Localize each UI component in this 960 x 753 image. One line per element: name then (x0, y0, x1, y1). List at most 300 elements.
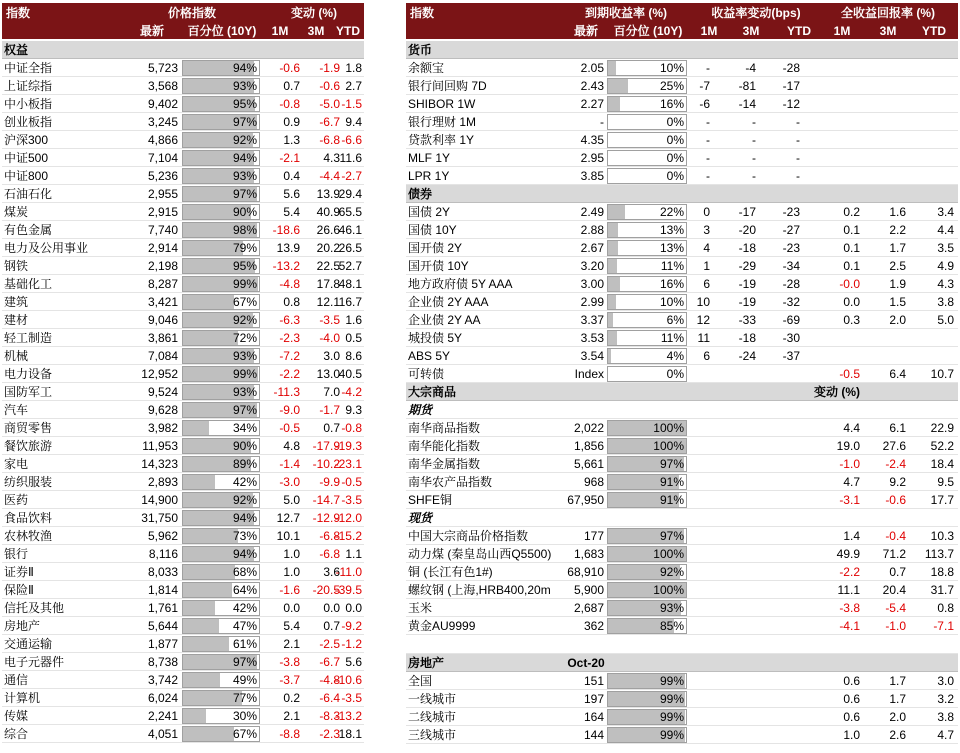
table-row (406, 491, 958, 509)
latest-value: 14,323 (141, 456, 178, 471)
percentile-bar (182, 384, 260, 400)
percentile-bar (607, 330, 687, 346)
section-bonds (406, 185, 958, 203)
return-3m: 1.7 (889, 673, 906, 688)
yield-change-1m: - (706, 60, 710, 75)
return-3m: 6.1 (889, 420, 906, 435)
percentile-value: 100% (653, 547, 684, 561)
latest-value: 3.53 (580, 330, 604, 345)
instrument-name: 银行间回购 7D (408, 79, 487, 93)
yield-change-3m: - (752, 150, 756, 165)
table-row (2, 707, 364, 725)
percentile-value: 25% (659, 79, 684, 93)
instrument-name: 城投债 5Y (408, 331, 463, 345)
latest-value: 3.85 (580, 168, 604, 183)
section-commodities-label: 大宗商品 (408, 385, 457, 399)
percentile-bar-fill (608, 61, 616, 75)
change-3m: -2.3 (319, 726, 340, 741)
return-1m (826, 149, 860, 166)
percentile-value: 94% (232, 61, 257, 75)
table-row (406, 527, 958, 545)
return-1m: 0.6 (843, 673, 860, 688)
percentile-value: 0% (666, 169, 684, 183)
percentile-value: 11% (660, 259, 684, 273)
latest-value: 5,900 (573, 582, 604, 597)
return-3m (872, 347, 906, 364)
instrument-name: 黄金AU9999 (408, 619, 476, 633)
percentile-bar-fill (183, 709, 206, 723)
percentile-value: 97% (232, 655, 257, 669)
yield-change-ytd: - (796, 132, 800, 147)
table-row (406, 275, 958, 293)
percentile-value: 99% (659, 728, 684, 742)
section-commodities (406, 383, 958, 401)
percentile-value: 11% (660, 331, 684, 345)
return-ytd (916, 77, 954, 94)
percentile-value: 99% (232, 367, 257, 381)
return-3m: 1.7 (889, 240, 906, 255)
percentile-bar (607, 294, 687, 310)
table-row (406, 599, 958, 617)
change-3m: 12.1 (316, 294, 340, 309)
percentile-value: 16% (659, 97, 684, 111)
percentile-value: 93% (232, 79, 257, 93)
change-3m: 22.5 (316, 258, 340, 273)
return-3m (872, 167, 906, 184)
percentile-value: 13% (659, 241, 684, 255)
change-ytd: -39.5 (334, 582, 362, 597)
percentile-value: 61% (232, 637, 257, 651)
latest-value: 14,900 (141, 492, 178, 507)
percentile-bar (607, 168, 687, 184)
change-1m: 1.0 (283, 546, 300, 561)
change-3m: -6.8 (319, 528, 340, 543)
table-row (2, 239, 364, 257)
percentile-bar (607, 222, 687, 238)
index-name: 电力及公用事业 (4, 241, 89, 255)
return-ytd: 9.5 (937, 474, 954, 489)
yield-change-ytd: -37 (782, 348, 800, 363)
change-1m: -6.3 (279, 312, 300, 327)
table-row (2, 635, 364, 653)
table-row (406, 95, 958, 113)
total-return-group-label: 全收益回报率 (%) (841, 6, 935, 20)
table-row (2, 203, 364, 221)
change-ytd: 65.5 (338, 204, 362, 219)
instrument-name: ABS 5Y (408, 348, 451, 363)
percentile-value: 99% (659, 710, 684, 724)
yield-change-ytd: -30 (782, 330, 800, 345)
change-3m: -6.7 (319, 654, 340, 669)
table-row (406, 726, 958, 744)
yield-change-1m: -7 (699, 78, 710, 93)
percentile-value: 10% (659, 295, 684, 309)
index-name: 保险Ⅱ (4, 583, 34, 597)
return-3m (872, 149, 906, 166)
realestate-date: Oct-20 (567, 655, 605, 670)
yield-change-3m: -18 (738, 330, 756, 345)
percentile-value: 4% (666, 349, 684, 363)
table-row (406, 167, 958, 185)
col-1m: 1M (271, 23, 289, 38)
right-column-header (406, 22, 958, 41)
change-1m: 12.7 (276, 510, 300, 525)
index-name: 传媒 (4, 709, 29, 723)
change-1m: -2.3 (279, 330, 300, 345)
change-1m: -3.8 (279, 654, 300, 669)
yield-change-3m: - (752, 132, 756, 147)
index-name: 有色金属 (4, 223, 53, 237)
change-3m: -10.2 (312, 456, 340, 471)
index-name: 钢铁 (4, 259, 29, 273)
latest-value: 5,962 (147, 528, 178, 543)
change-ytd: 1.8 (345, 60, 362, 75)
change-3m: -1.7 (319, 402, 340, 417)
latest-value: 11,953 (142, 438, 178, 453)
change-ytd: 1.1 (345, 546, 362, 561)
table-row (2, 401, 364, 419)
col-latest: 最新 (573, 24, 598, 38)
return-3m: 1.5 (889, 294, 906, 309)
table-row (2, 185, 364, 203)
latest-value: 2.43 (580, 78, 604, 93)
yield-change-3m: -14 (738, 96, 756, 111)
return-1m (826, 131, 860, 148)
section-equity-label: 权益 (4, 43, 29, 57)
latest-value: 5,723 (147, 60, 178, 75)
return-3m: 2.0 (889, 709, 906, 724)
return-1m (826, 59, 860, 76)
percentile-bar (182, 312, 260, 328)
table-row (2, 95, 364, 113)
percentile-bar-fill (608, 97, 620, 111)
change-3m: -4.8 (319, 672, 340, 687)
instrument-name: 南华商品指数 (408, 421, 481, 435)
instrument-name: 企业债 2Y AAA (408, 295, 489, 309)
col-ret-ytd: YTD (922, 23, 946, 38)
change-ytd: -6.6 (341, 132, 362, 147)
table-row (2, 491, 364, 509)
change-ytd: 2.7 (345, 78, 362, 93)
yield-change-3m: -33 (738, 312, 756, 327)
yield-change-ytd: -23 (782, 204, 800, 219)
change-1m: 1.0 (283, 564, 300, 579)
latest-value: - (600, 114, 604, 129)
percentile-value: 89% (232, 457, 257, 471)
change-ytd: 0.5 (345, 330, 362, 345)
return-ytd: 4.9 (937, 258, 954, 273)
percentile-value: 90% (232, 439, 257, 453)
yield-change-3m: -17 (738, 204, 756, 219)
return-ytd (916, 347, 954, 364)
percentile-value: 100% (653, 421, 684, 435)
instrument-name: 南华农产品指数 (408, 475, 493, 489)
change-1m: -3.0 (279, 474, 300, 489)
percentile-bar (607, 348, 687, 364)
instrument-name: 南华金属指数 (408, 457, 481, 471)
table-row (2, 689, 364, 707)
yield-change-ytd: -32 (782, 294, 800, 309)
percentile-value: 91% (659, 493, 684, 507)
change-1m: -2.1 (279, 150, 300, 165)
percentile-bar-fill (183, 727, 234, 741)
return-3m: 1.6 (889, 204, 906, 219)
change-ytd: 8.6 (345, 348, 362, 363)
return-1m: 0.0 (843, 294, 860, 309)
return-1m: -0.5 (839, 366, 860, 381)
index-name: 证券Ⅱ (4, 565, 34, 579)
return-3m: 2.6 (889, 727, 906, 742)
return-ytd: 3.4 (937, 204, 954, 219)
percentile-bar (607, 276, 687, 292)
latest-value: 8,033 (147, 564, 178, 579)
return-1m (826, 167, 860, 184)
yield-change-ytd: -27 (782, 222, 800, 237)
change-ytd: -12.0 (334, 510, 362, 525)
index-name: 建筑 (4, 295, 29, 309)
return-ytd: 3.5 (937, 240, 954, 255)
left-header (2, 3, 364, 22)
return-3m: -2.4 (885, 456, 906, 471)
table-row (2, 419, 364, 437)
section-equity (2, 41, 364, 59)
percentile-bar (182, 600, 260, 616)
col-percentile: 百分位 (10Y) (187, 24, 257, 38)
latest-value: 3,245 (147, 114, 178, 129)
table-row (406, 419, 958, 437)
instrument-name: LPR 1Y (408, 168, 450, 183)
return-1m (826, 95, 860, 112)
return-3m: -0.4 (885, 528, 906, 543)
change-ytd: -4.2 (341, 384, 362, 399)
return-ytd (916, 59, 954, 76)
percentile-bar-fill (608, 277, 620, 291)
left-title: 指数 (6, 6, 31, 20)
change-1m: -8.8 (279, 726, 300, 741)
return-3m: 1.9 (889, 276, 906, 291)
percentile-bar (607, 528, 687, 544)
change-1m: 4.8 (283, 438, 300, 453)
percentile-bar (607, 618, 687, 634)
change-1m: 0.0 (283, 600, 300, 615)
yield-change-3m: -19 (738, 294, 756, 309)
change-1m: 5.6 (283, 186, 300, 201)
yield-change-3m: -20 (738, 222, 756, 237)
percentile-bar (607, 96, 687, 112)
table-row (2, 455, 364, 473)
latest-value: 2,955 (147, 186, 178, 201)
latest-value: 3,982 (147, 420, 178, 435)
yield-change-ytd: -12 (782, 96, 800, 111)
percentile-bar (182, 438, 260, 454)
latest-value: 3,421 (147, 294, 178, 309)
latest-value: 2.88 (580, 222, 604, 237)
table-row (2, 77, 364, 95)
change-3m: 26.6 (316, 222, 340, 237)
col-ytd: YTD (787, 23, 811, 38)
return-3m (872, 59, 906, 76)
return-1m: 49.9 (836, 546, 860, 561)
latest-value: 177 (583, 528, 604, 543)
change-3m: -3.5 (319, 312, 340, 327)
change-ytd: -9.2 (341, 618, 362, 633)
latest-value: 7,740 (147, 222, 178, 237)
yield-change-3m: -24 (738, 348, 756, 363)
index-name: 轻工制造 (4, 331, 53, 345)
percentile-bar (182, 60, 260, 76)
change-ytd: 9.4 (345, 114, 362, 129)
table-row (2, 131, 364, 149)
table-row (2, 545, 364, 563)
return-ytd: 31.7 (930, 582, 954, 597)
percentile-bar-fill (608, 223, 618, 237)
yield-change-1m: - (706, 132, 710, 147)
percentile-bar (182, 582, 260, 598)
change-1m: -7.2 (279, 348, 300, 363)
index-name: 餐饮旅游 (4, 439, 53, 453)
change-ytd: 0.0 (345, 600, 362, 615)
yield-change-1m: 6 (703, 348, 710, 363)
yield-change-ytd: - (796, 114, 800, 129)
instrument-name: SHIBOR 1W (408, 96, 476, 111)
return-1m: 4.7 (843, 474, 860, 489)
latest-value: 2,915 (147, 204, 178, 219)
change-3m: -6.8 (319, 132, 340, 147)
percentile-bar (182, 492, 260, 508)
index-name: 房地产 (4, 619, 41, 633)
percentile-value: 94% (232, 511, 257, 525)
change-3m: 3.0 (323, 348, 340, 363)
futures-rows (406, 419, 958, 509)
percentile-bar-fill (183, 673, 220, 687)
return-3m: 0.7 (889, 564, 906, 579)
latest-value: 197 (583, 691, 604, 706)
percentile-bar (607, 114, 687, 130)
percentile-value: 72% (232, 331, 257, 345)
yield-change-1m: 12 (696, 312, 710, 327)
percentile-bar (607, 727, 687, 743)
return-ytd: 18.4 (930, 456, 954, 471)
change-3m: 20.2 (316, 240, 340, 255)
percentile-value: 0% (666, 151, 684, 165)
yield-change-1m: -6 (699, 96, 710, 111)
section-money (406, 41, 958, 59)
yield-change-ytd: -69 (782, 312, 800, 327)
table-row (2, 257, 364, 275)
index-name: 中证全指 (4, 61, 53, 75)
instrument-name: 余额宝 (408, 61, 445, 75)
table-row (406, 365, 958, 383)
table-row (406, 690, 958, 708)
table-row (2, 725, 364, 743)
latest-value: 151 (583, 673, 604, 688)
index-name: 银行 (4, 547, 29, 561)
return-1m: 0.3 (843, 312, 860, 327)
table-row (406, 77, 958, 95)
realestate-rows (406, 672, 958, 744)
percentile-bar (182, 330, 260, 346)
table-row (406, 293, 958, 311)
instrument-name: 一线城市 (408, 692, 457, 706)
return-ytd: 22.9 (930, 420, 954, 435)
percentile-bar (182, 294, 260, 310)
change-3m: 0.0 (323, 600, 340, 615)
percentile-bar (607, 474, 687, 490)
change-ytd: 46.1 (338, 222, 362, 237)
percentile-bar (607, 673, 687, 689)
latest-value: 2,893 (147, 474, 178, 489)
return-3m: -1.0 (885, 618, 906, 633)
instrument-name: 玉米 (408, 601, 433, 615)
percentile-bar (607, 258, 687, 274)
percentile-bar (182, 258, 260, 274)
latest-value: 4.35 (580, 132, 604, 147)
index-name: 计算机 (4, 691, 41, 705)
col-ytd: YTD (336, 23, 360, 38)
percentile-bar-fill (183, 295, 234, 309)
change-1m: 5.4 (283, 204, 300, 219)
latest-value: 2,687 (573, 600, 604, 615)
latest-value: 8,738 (147, 654, 178, 669)
percentile-bar-fill (183, 421, 209, 435)
percentile-value: 93% (659, 601, 684, 615)
percentile-value: 73% (232, 529, 257, 543)
percentile-bar (182, 114, 260, 130)
index-name: 商贸零售 (4, 421, 53, 435)
instrument-name: 南华能化指数 (408, 439, 481, 453)
equity-panel (2, 3, 364, 743)
yield-change-ytd: -23 (782, 240, 800, 255)
latest-value: 7,084 (147, 348, 178, 363)
index-name: 沪深300 (4, 133, 49, 147)
table-row (2, 617, 364, 635)
change-3m: 17.8 (316, 276, 340, 291)
percentile-value: 99% (232, 277, 257, 291)
change-3m: 3.6 (323, 564, 340, 579)
table-row (406, 473, 958, 491)
yield-change-ytd: -28 (782, 276, 800, 291)
return-ytd (916, 131, 954, 148)
latest-value: 3.00 (580, 276, 604, 291)
subsection-spot-label: 现货 (408, 511, 433, 525)
percentile-value: 95% (232, 97, 257, 111)
table-row (2, 671, 364, 689)
latest-value: 164 (583, 709, 604, 724)
percentile-bar-fill (608, 349, 611, 363)
subsection-spot (406, 509, 958, 527)
percentile-value: 16% (659, 277, 684, 291)
return-1m: -2.2 (839, 564, 860, 579)
percentile-value: 49% (232, 673, 257, 687)
latest-value: 1,856 (573, 438, 604, 453)
index-name: 交通运输 (4, 637, 53, 651)
col-percentile: 百分位 (10Y) (613, 24, 683, 38)
percentile-bar (607, 438, 687, 454)
return-3m (872, 113, 906, 130)
yield-change-3m: -29 (738, 258, 756, 273)
change-1m: 10.1 (276, 528, 300, 543)
return-ytd: 10.7 (930, 366, 954, 381)
return-1m: 0.1 (843, 240, 860, 255)
latest-value: 2,198 (147, 258, 178, 273)
return-ytd: 3.0 (937, 673, 954, 688)
return-ytd: 52.2 (930, 438, 954, 453)
latest-value: 2.49 (580, 204, 604, 219)
percentile-bar (607, 691, 687, 707)
change-1m: 0.9 (283, 114, 300, 129)
equity-rows (2, 59, 364, 743)
table-row (406, 455, 958, 473)
